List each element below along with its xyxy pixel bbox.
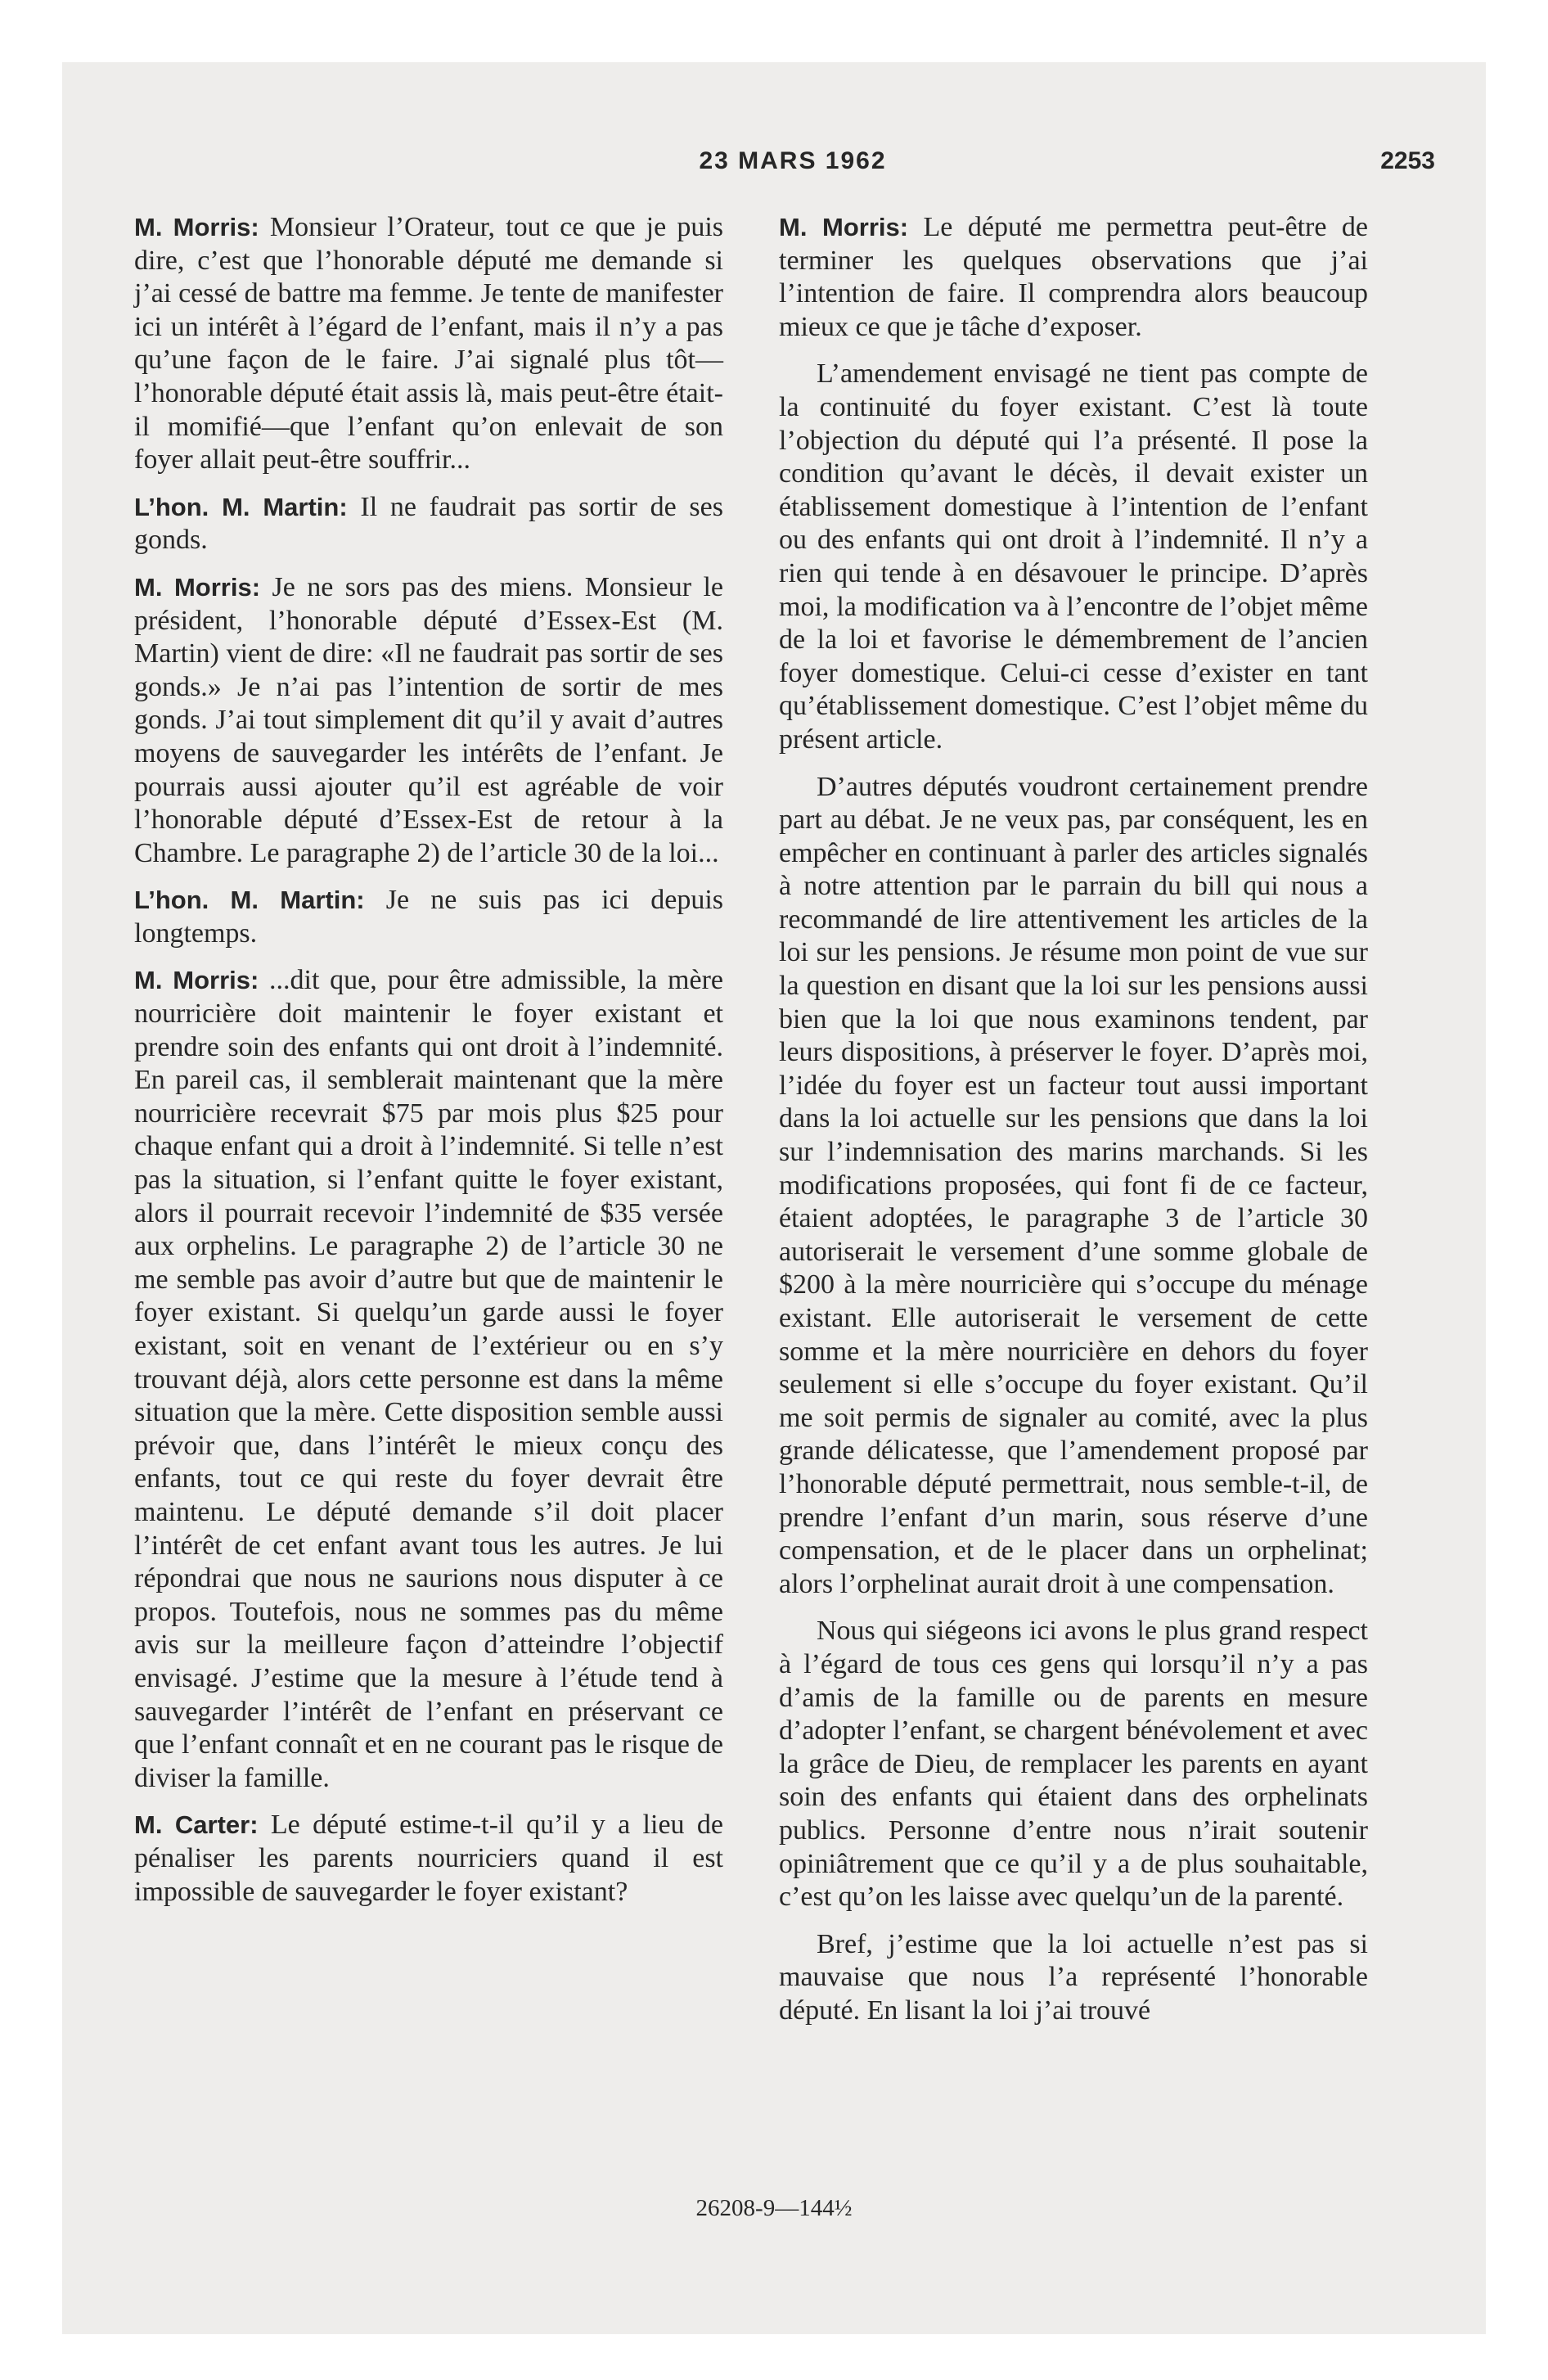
speaker-name: M. Morris:: [134, 572, 261, 602]
paragraph: [134, 964, 723, 1795]
speaker-name: L’hon. M. Martin:: [134, 886, 365, 915]
paragraph: [779, 358, 1368, 756]
paragraph: [134, 571, 723, 870]
left-column: [134, 211, 723, 1922]
paragraph-text: Il ne faudrait pas sortir de ses gonds.: [134, 491, 723, 556]
page-number: 2253: [1380, 147, 1435, 174]
speaker-name: M. Morris:: [134, 213, 259, 241]
page-footer-code: 26208-9—144½: [695, 2195, 853, 2221]
paragraph: [779, 771, 1368, 1602]
speaker-name: M. Morris:: [134, 966, 259, 995]
paragraph-text: Bref, j’estime que la loi actuelle n’est pas si mauvaise que nous l’a représenté l’honorable député. En lisant la loi j’ai trouvé: [779, 1928, 1368, 2026]
paragraph-text: L’amendement envisagé ne tient pas compte de la continuité du foyer existant. C’est là toute l’objection du député qui l’a présenté. Il pose la condition qu’avant le décès, il devait exister un établissement domestique à l’intention de l’enfant ou des enfants qui ont droit à l’indemnité. Il n’y a rien qui tende à en désavouer le principe. D’après moi, la modification va à l’encontre de l’objet même de la loi et favorise le démembrement de l’ancien foyer domestique. Celui-ci cesse d’exister en tant qu’établissement domestique. C’est l’objet même du présent article.: [779, 358, 1368, 755]
paragraph-text: Je ne suis pas ici depuis longtemps.: [134, 885, 723, 949]
speaker-name: M. Morris:: [779, 213, 909, 241]
paragraph: [779, 1928, 1368, 2028]
paragraph: [134, 884, 723, 950]
paragraph: [134, 491, 723, 557]
page-date: 23 MARS 1962: [699, 147, 887, 174]
paragraph: [134, 211, 723, 477]
speaker-name: L’hon. M. Martin:: [134, 492, 348, 521]
paragraph: [134, 1809, 723, 1909]
paragraph: [779, 211, 1368, 344]
paragraph-text: Le député me permettra peut-être de terminer les quelques observations que j’ai l’intention de faire. Il comprendra alors beaucoup mieux ce que je tâche d’exposer.: [779, 212, 1368, 342]
paragraph-text: ...dit que, pour être admissible, la mère nourricière doit maintenir le foyer existant et prendre soin des enfants qui ont droit à l’indemnité. En pareil cas, il semblerait maintenant que la mère nourricière recevrait $75 par mois plus $25 pour chaque enfant qui a droit à l’indemnité. Si telle n’est pas la situation, si l’enfant quitte le foyer existant, alors il pourrait recevoir l’indemnité de $35 versée aux orphelins. Le paragraphe 2) de l’article 30 ne me semble pas avoir d’autre but que de maintenir le foyer existant. Si quelqu’un garde aussi le foyer existant, soit en venant de l’extérieur ou en s’y trouvant déjà, alors cette personne est dans la même situation que la mère. Cette disposition semble aussi prévoir que, dans l’intérêt le mieux conçu des enfants, tout ce qui reste du foyer devrait être maintenu. Le député demande s’il doit placer l’intérêt de cet enfant avant tous les autres. Je lui répondrai que nous ne saurions nous disputer à ce propos. Toutefois, nous ne sommes pas du même avis sur la meilleure façon d’atteindre l’objectif envisagé. J’estime que la mesure à l’étude tend à sauvegarder l’intérêt de l’enfant en préservant ce que l’enfant connaît et en ne courant pas le risque de diviser la famille.: [134, 965, 723, 1793]
speaker-name: M. Carter:: [134, 1810, 259, 1840]
paragraph-text: Monsieur l’Orateur, tout ce que je puis dire, c’est que l’honorable député me demande si j’ai cessé de battre ma femme. Je tente de manifester ici un intérêt à l’égard de l’enfant, mais il n’y a pas qu’une façon de le faire. J’ai signalé plus tôt—l’honorable député était assis là, mais peut-être était-il momifié—que l’enfant qu’on enlevait de son foyer allait peut-être souffrir...: [134, 212, 723, 476]
paragraph-text: Je ne sors pas des miens. Monsieur le président, l’honorable député d’Essex-Est (M. Martin) vient de dire: «Il ne faudrait pas sortir de ses gonds.» Je n’ai pas l’intention de sortir de mes gonds. J’ai tout simplement dit qu’il y avait d’autres moyens de sauvegarder les intérêts de l’enfant. Je pourrais aussi ajouter qu’il est agréable de voir l’honorable député d’Essex-Est de retour à la Chambre. Le paragraphe 2) de l’article 30 de la loi...: [134, 571, 723, 868]
paragraph: [779, 1615, 1368, 1913]
page-header: [151, 147, 1435, 187]
paragraph-text: D’autres députés voudront certainement prendre part au débat. Je ne veux pas, par conséquent, les en empêcher en continuant à parler des articles signalés à notre attention par le parrain du bill qui nous a recommandé de lire attentivement les articles de la loi sur les pensions. Je résume mon point de vue sur la question en disant que la loi sur les pensions aussi bien que la loi que nous examinons tendent, par leurs dispositions, à préserver le foyer. D’après moi, l’idée du foyer est un facteur tout aussi important dans la loi actuelle sur les pensions que dans la loi sur l’indemnisation des marins marchands. Si les modifications proposées, qui font fi de ce facteur, étaient adoptées, le paragraphe 3 de l’article 30 autoriserait le versement d’une somme globale de $200 à la mère nourricière qui s’occupe du ménage existant. Elle autoriserait le versement de cette somme et la mère nourricière en dehors du foyer seulement si elle s’occupe du foyer existant. Qu’il me soit permis de signaler au comité, avec la plus grande délicatesse, que l’amendement proposé par l’honorable député permettrait, nous semble-t-il, de prendre l’enfant d’un marin, sous réserve d’une compensation, et de le placer dans un orphelinat; alors l’orphelinat aurait droit à une compensation.: [779, 771, 1368, 1599]
paragraph-text: Nous qui siégeons ici avons le plus grand respect à l’égard de tous ces gens qui lorsqu’il n’y a pas d’amis de la famille ou de parents en mesure d’adopter l’enfant, se chargent bénévolement et avec la grâce de Dieu, de remplacer les parents en ayant soin des enfants qui étaient dans des orphelinats publics. Personne d’entre nous n’irait soutenir opiniâtrement que ce qu’il y a de plus souhaitable, c’est qu’on les laisse avec quelqu’un de la parenté.: [779, 1616, 1368, 1913]
paragraph-text: Le député estime-t-il qu’il y a lieu de pénaliser les parents nourriciers quand il est impossible de sauvegarder le foyer existant?: [134, 1810, 723, 1907]
right-column: [779, 211, 1368, 2041]
